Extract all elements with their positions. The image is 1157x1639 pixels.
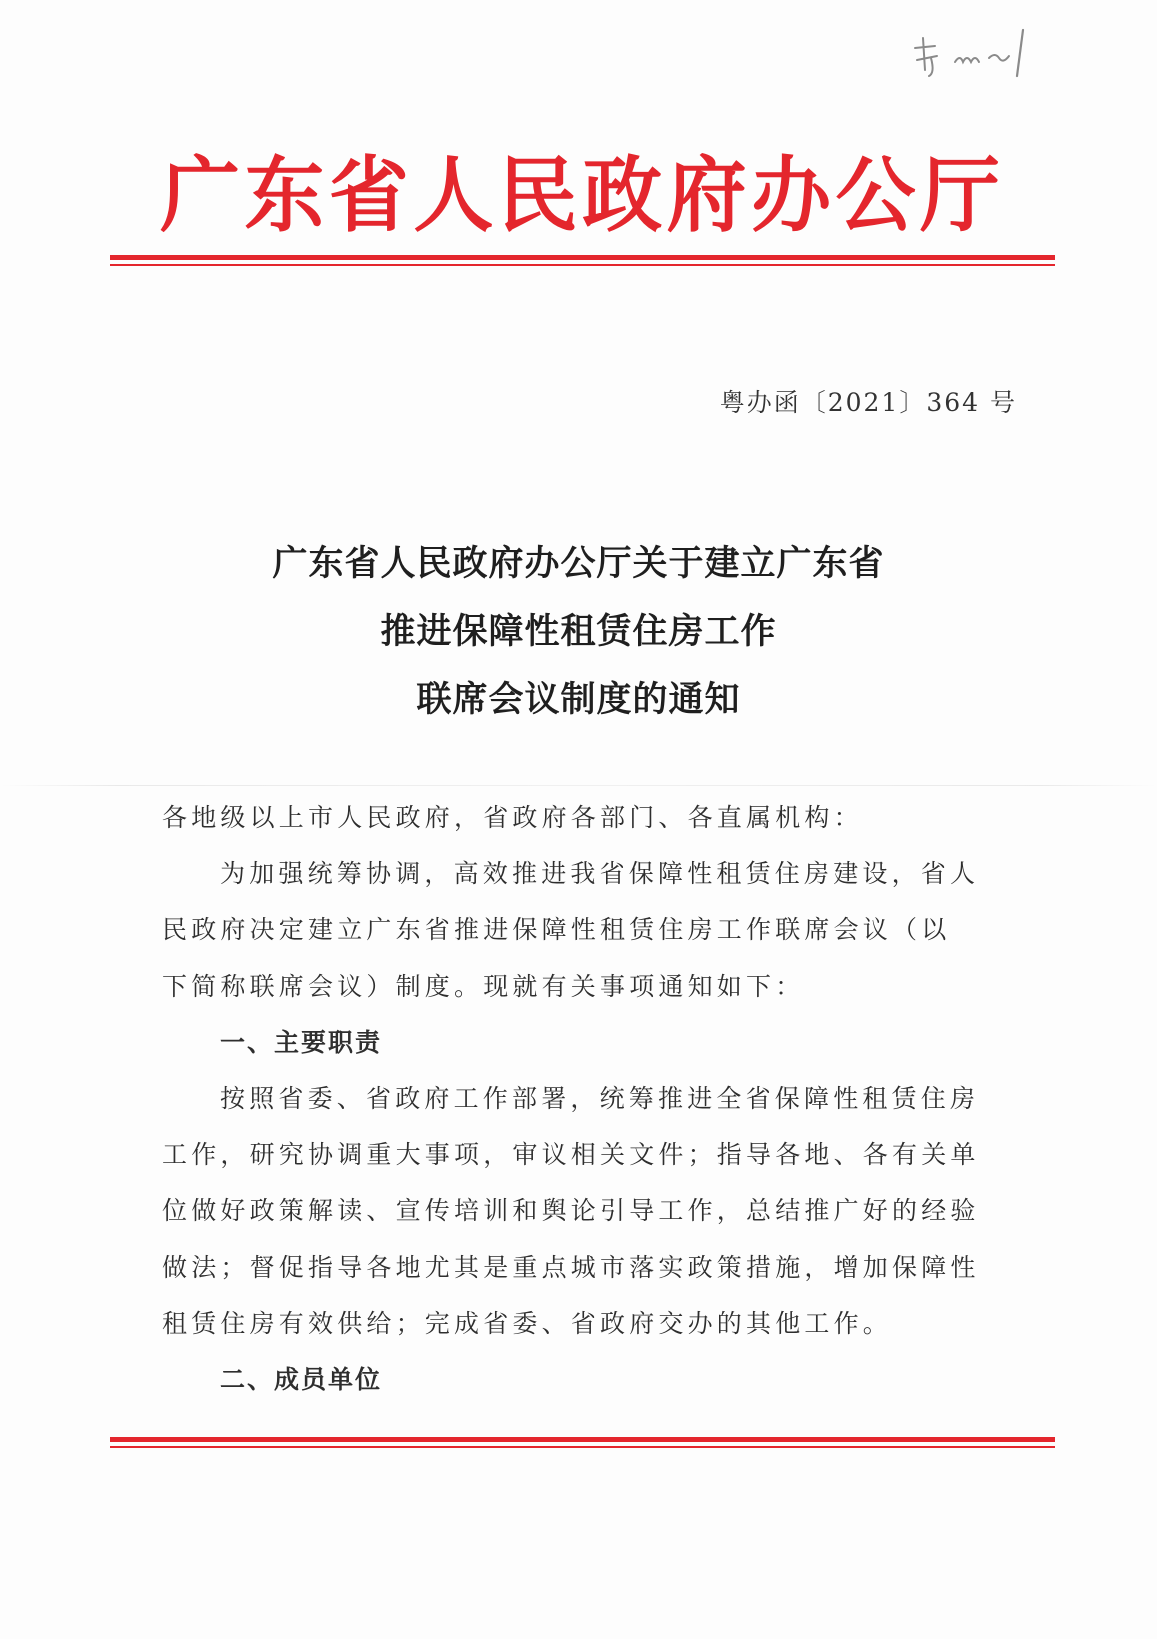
section-heading-responsibilities: 一、主要职责 [220,1027,383,1057]
handwritten-annotation [905,18,1045,88]
intro-line: 民政府决定建立广东省推进保障性租赁住房工作联席会议（以 [162,915,951,945]
header-char: 办 [751,147,832,243]
red-rule-thin [110,264,1055,266]
header-char: 省 [328,147,409,243]
document-body [162,790,980,1408]
header-char: 广 [160,147,240,243]
header-char: 公 [835,147,916,243]
footer-red-rule [110,1437,1055,1448]
header-char: 厅 [919,147,1000,243]
section1-line: 按照省委、省政府工作部署，统筹推进全省保障性租赁住房 [220,1083,980,1113]
section1-line: 工作，研究协调重大事项，审议相关文件；指导各地、各有关单 [162,1140,980,1170]
header-char: 府 [666,147,747,243]
intro-line: 为加强统筹协调，高效推进我省保障性租赁住房建设，省人 [220,859,980,889]
header-char: 政 [582,147,663,243]
document-number: 粤办函〔2021〕364 号 [719,388,1017,417]
header-char: 东 [244,147,325,243]
title-line-3: 联席会议制度的通知 [416,680,741,720]
red-rule-thick [110,1437,1055,1442]
title-line-1: 广东省人民政府办公厅关于建立广东省 [272,544,885,584]
header-red-rule [110,255,1055,266]
intro-line: 下简称联席会议）制度。现就有关事项通知如下： [162,971,805,1001]
section1-line: 做法；督促指导各地尤其是重点城市落实政策措施，增加保障性 [162,1252,980,1282]
section-heading-member-units: 二、成员单位 [220,1364,383,1394]
red-rule-thin [110,1446,1055,1448]
red-rule-thick [110,255,1055,260]
paper-fold-line [0,785,1157,786]
header-char: 人 [413,147,494,243]
section1-line: 租赁住房有效供给；完成省委、省政府交办的其他工作。 [162,1308,893,1338]
header-char: 民 [497,147,578,243]
title-line-2: 推进保障性租赁住房工作 [380,612,777,652]
section1-line: 位做好政策解读、宣传培训和舆论引导工作，总结推广好的经验 [162,1196,980,1226]
document-title [0,530,1157,734]
issuing-authority-header [160,140,1000,250]
addressee: 各地级以上市人民政府，省政府各部门、各直属机构： [162,803,863,832]
